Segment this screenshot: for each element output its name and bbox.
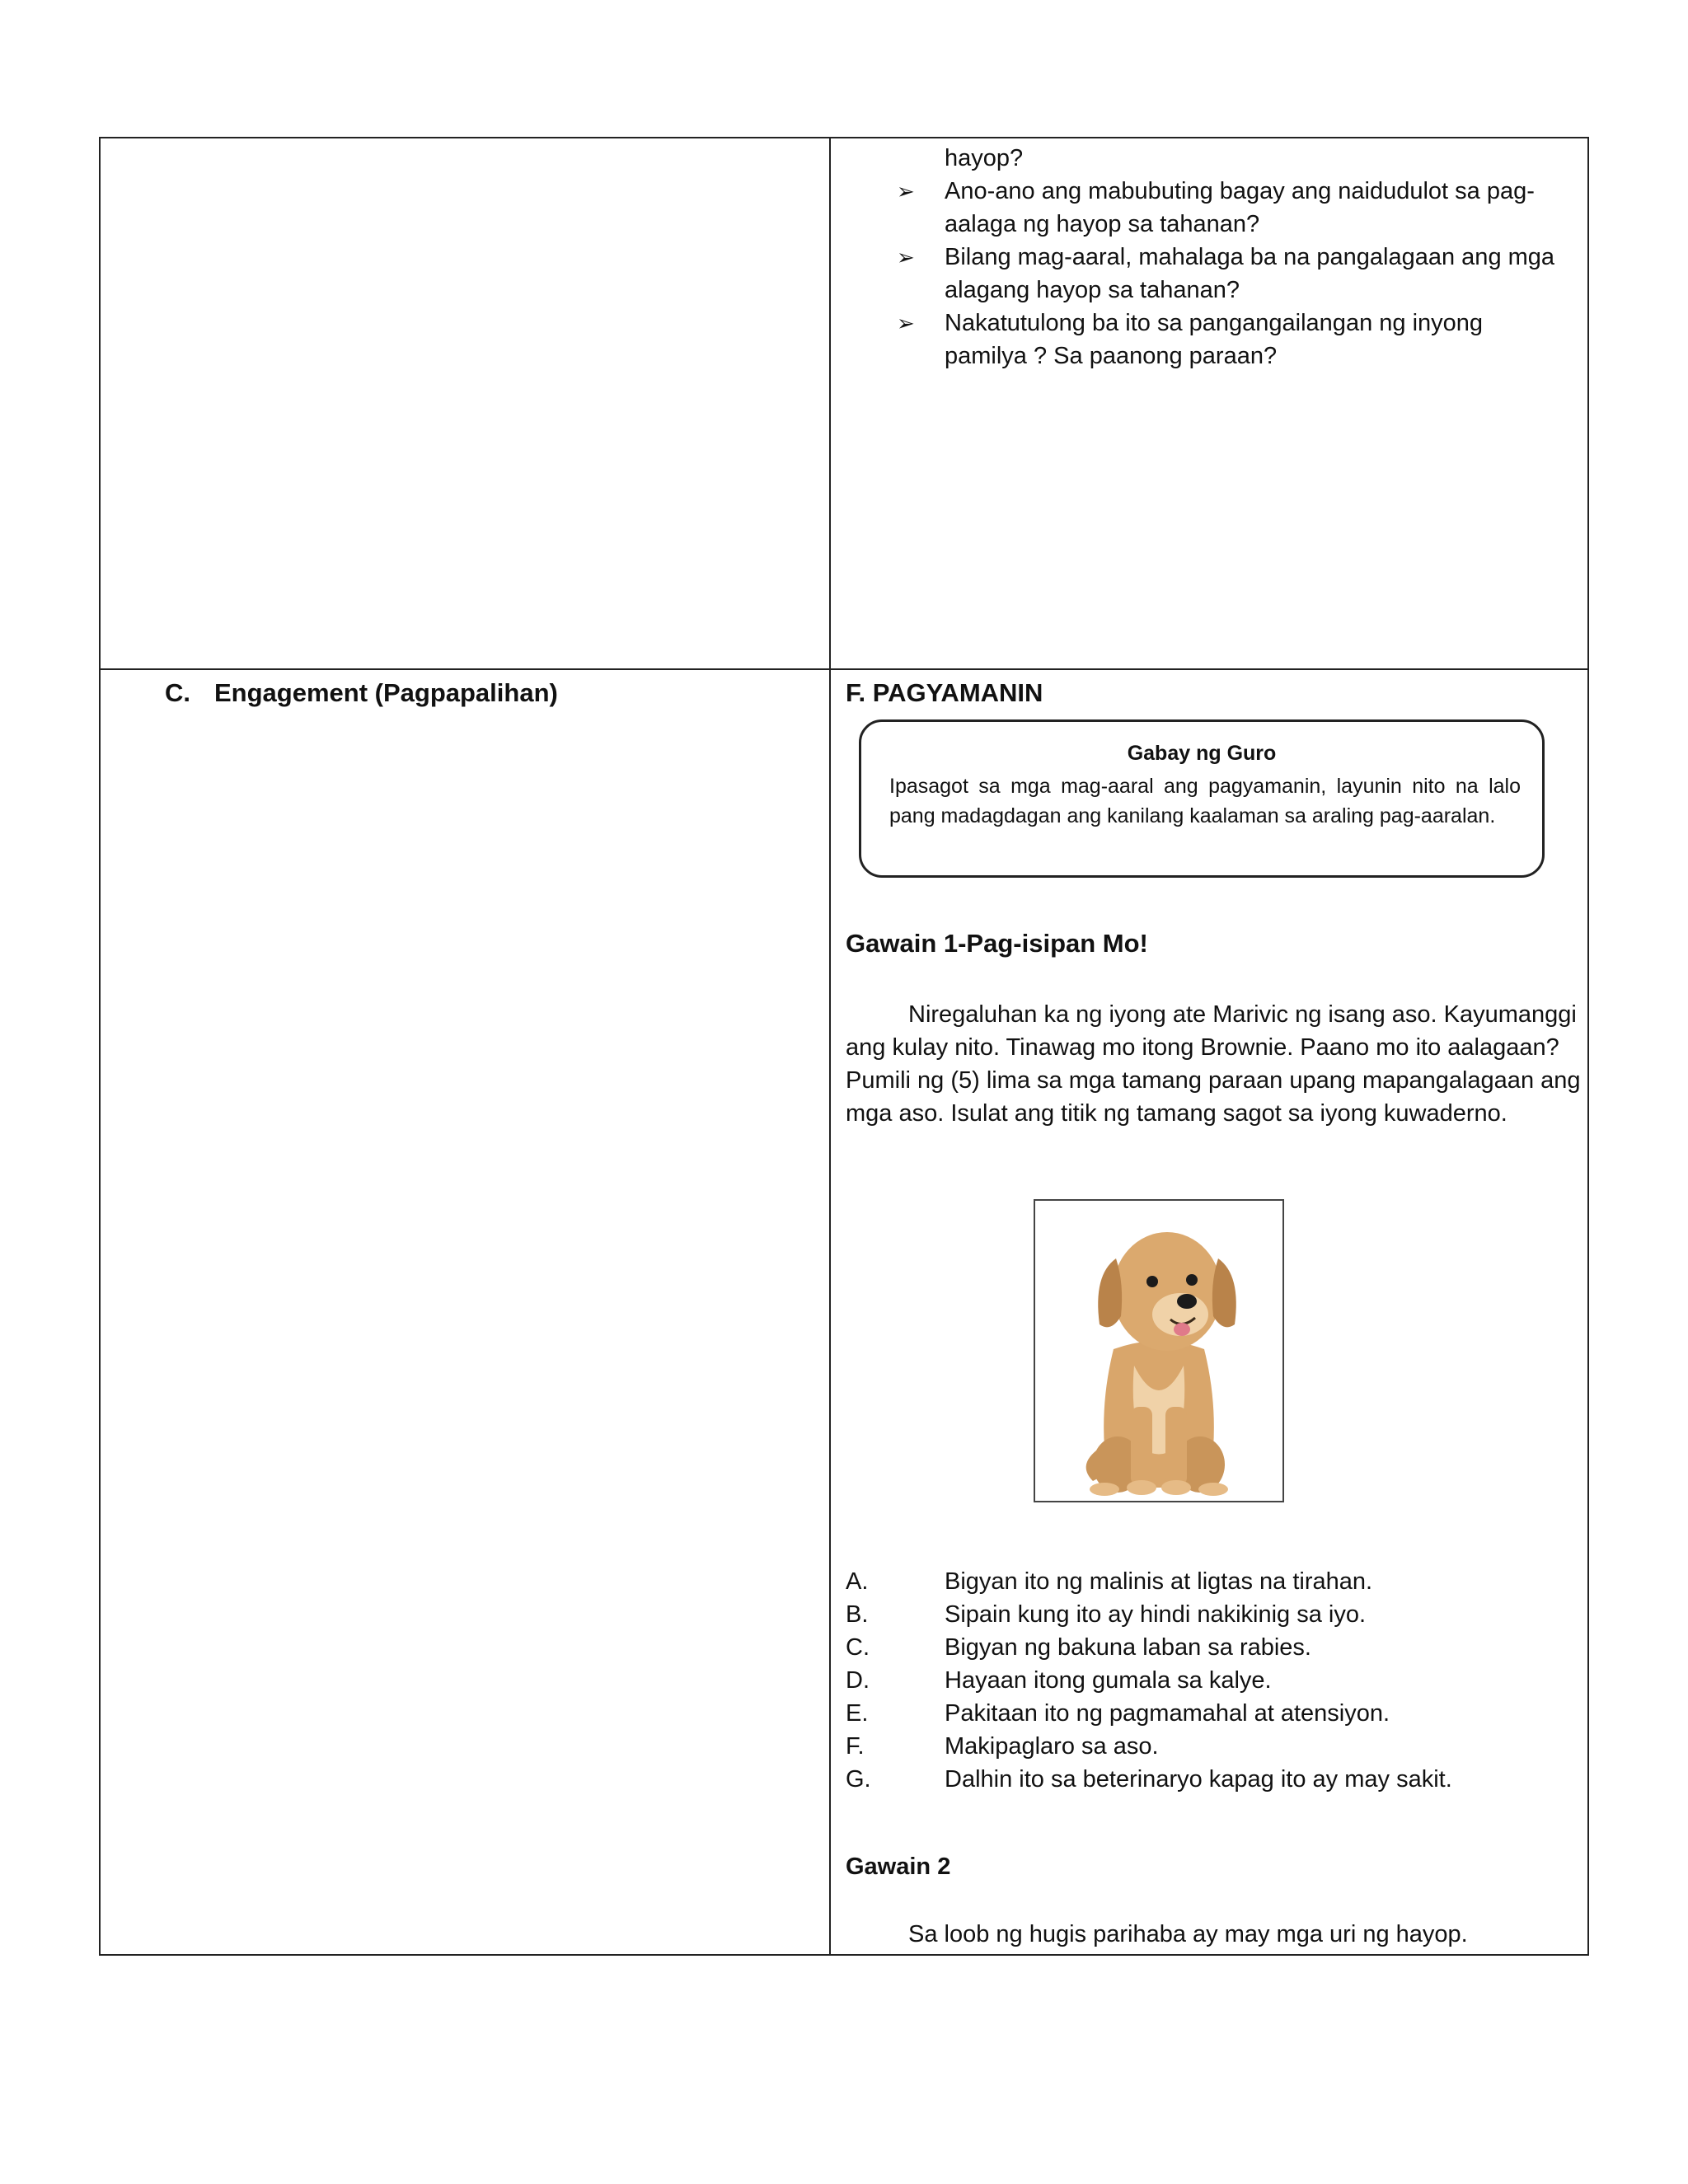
gawain1-title: Gawain 1-Pag-isipan Mo!: [846, 929, 1148, 958]
list-item: [846, 1631, 1579, 1664]
gawain1-paragraph: Niregaluhan ka ng iyong ate Marivic ng isang aso. Kayumanggi ang kulay nito. Tinawag mo itong Brownie. Paano mo ito aalagaan? Pumili ng (5) lima sa mga tamang paraan upang mapangalagaan ang mga aso. Isulat ang titik ng tamang sagot sa iyong kuwaderno.: [846, 1001, 1581, 1127]
list-item: [846, 1664, 1579, 1697]
pagyamanin-cell: [830, 669, 1588, 1955]
question-text: Bilang mag-aaral, mahalaga ba na pangalagaan ang mga alagang hayop sa tahanan?: [945, 244, 1555, 303]
engagement-letter: C.: [165, 678, 190, 707]
list-item: [846, 1730, 1579, 1763]
table-row: [100, 669, 1588, 1955]
pagyamanin-heading: F. PAGYAMANIN: [846, 678, 1043, 707]
choice-letter: D.: [846, 1667, 870, 1694]
list-item: [846, 1565, 1579, 1598]
lesson-table: [99, 137, 1589, 1956]
question-text: Nakatutulong ba ito sa pangangailangan ng inyong pamilya ? Sa paanong paraan?: [945, 310, 1484, 369]
arrow-bullet-icon: ➢: [897, 245, 915, 269]
gawain2-text: Sa loob ng hugis parihaba ay may mga uri ng hayop.: [908, 1921, 1468, 1947]
table-row: [100, 138, 1588, 669]
engagement-cell: [100, 669, 830, 1955]
puppy-picture: [1034, 1199, 1284, 1502]
guide-body: Ipasagot sa mga mag-aaral ang pagyamanin, layunin nito na lalo pang madagdagan ang kanilang kaalaman sa araling pag-aaralan.: [889, 775, 1521, 827]
choice-letter: A.: [846, 1568, 869, 1595]
choice-text: Bigyan ng bakuna laban sa rabies.: [945, 1634, 1311, 1661]
choice-letter: B.: [846, 1601, 869, 1628]
choice-text: Makipaglaro sa aso.: [945, 1733, 1159, 1760]
arrow-bullet-icon: ➢: [897, 179, 915, 204]
choice-letter: E.: [846, 1700, 869, 1727]
list-item: [846, 1697, 1579, 1730]
continuation-text: hayop?: [945, 145, 1024, 171]
engagement-title: Engagement (Pagpapalihan): [214, 678, 558, 707]
choice-text: Sipain kung ito ay hindi nakikinig sa iyo.: [945, 1601, 1367, 1628]
guide-title: Gabay ng Guro: [1127, 742, 1277, 765]
choice-text: Pakitaan ito ng pagmamahal at atensiyon.: [945, 1700, 1390, 1727]
choice-letter: F.: [846, 1733, 865, 1760]
choice-text: Hayaan itong gumala sa kalye.: [945, 1667, 1272, 1694]
puppy-icon: [1035, 1201, 1282, 1501]
choice-letter: G.: [846, 1766, 871, 1793]
choice-list: [846, 1565, 1579, 1796]
list-item: [846, 1763, 1579, 1796]
teacher-guide-box: [859, 719, 1545, 878]
engagement-heading: [165, 678, 558, 708]
arrow-bullet-icon: ➢: [897, 311, 915, 335]
choice-letter: C.: [846, 1634, 870, 1661]
question-text: Ano-ano ang mabubuting bagay ang naidudulot sa pag-aalaga ng hayop sa tahanan?: [945, 178, 1535, 237]
list-item: [846, 1598, 1579, 1631]
questions-cell: [830, 138, 1588, 669]
empty-left-cell: [100, 138, 830, 669]
choice-text: Dalhin ito sa beterinaryo kapag ito ay may sakit.: [945, 1766, 1452, 1793]
choice-text: Bigyan ito ng malinis at ligtas na tirahan.: [945, 1568, 1373, 1595]
gawain2-title: Gawain 2: [846, 1854, 951, 1880]
